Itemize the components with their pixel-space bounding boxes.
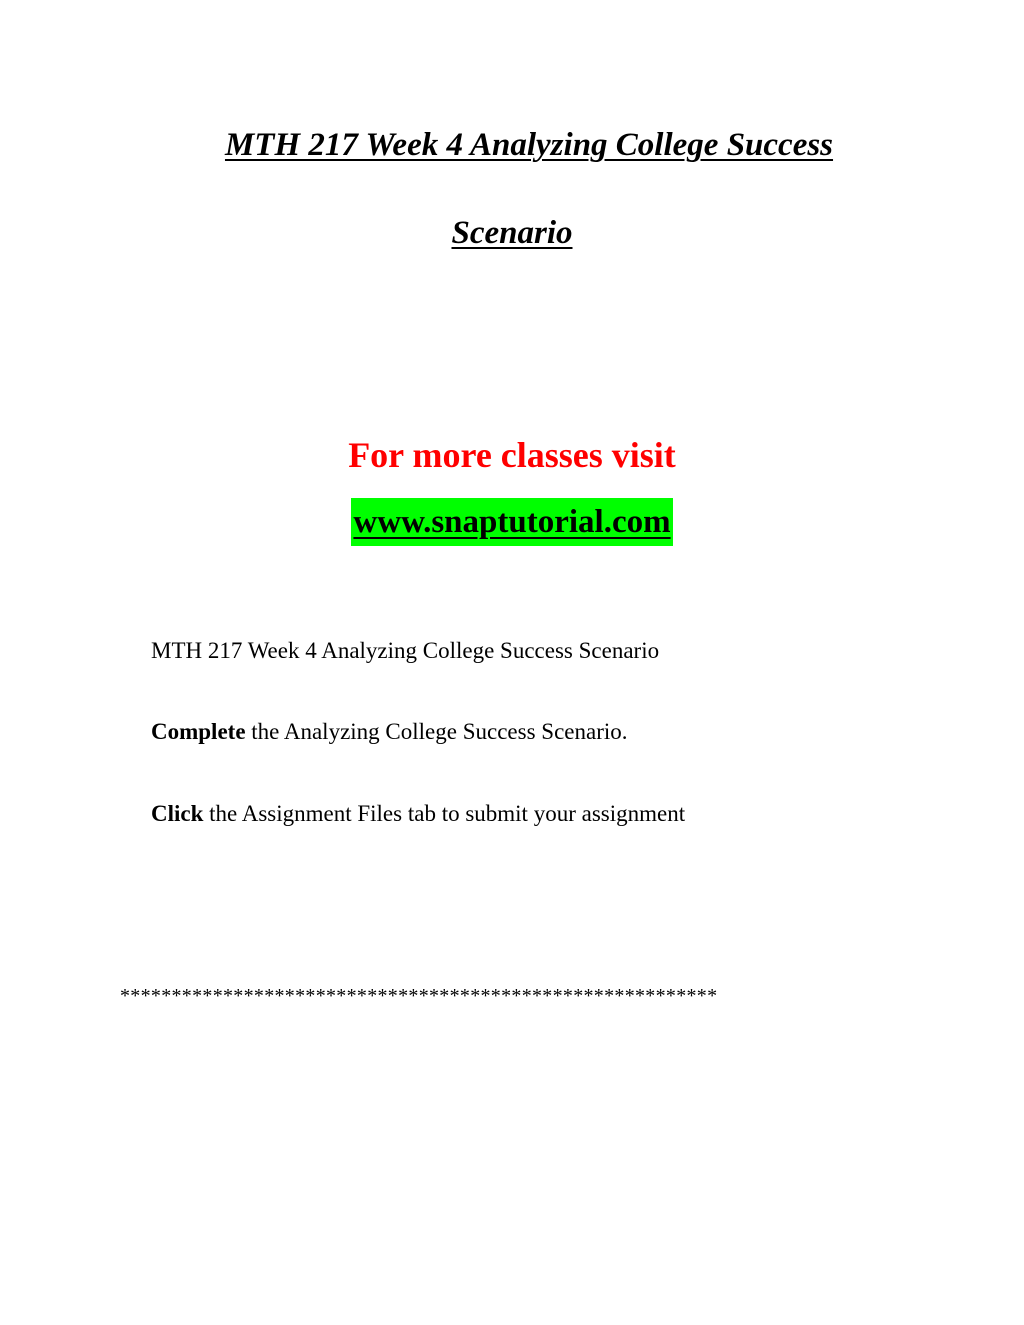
complete-instruction-text: the Analyzing College Success Scenario. — [245, 719, 628, 744]
click-instruction-paragraph — [151, 800, 685, 828]
page-title-line-2: Scenario — [451, 215, 573, 251]
complete-keyword: Complete — [151, 719, 246, 744]
click-instruction-text: the Assignment Files tab to submit your assignment — [203, 801, 686, 826]
assignment-title-text: MTH 217 Week 4 Analyzing College Success Scenario — [151, 638, 660, 663]
complete-instruction-paragraph — [151, 718, 628, 746]
promo-heading: For more classes visit — [348, 435, 676, 475]
click-keyword: Click — [151, 801, 204, 826]
snaptutorial-link[interactable]: www.snaptutorial.com — [351, 498, 672, 546]
page-title-line-1: MTH 217 Week 4 Analyzing College Success — [224, 127, 834, 163]
promo-link-container — [0, 498, 1024, 546]
assignment-title-paragraph — [151, 637, 659, 665]
asterisk-separator: ********************************************************** — [120, 985, 718, 1007]
